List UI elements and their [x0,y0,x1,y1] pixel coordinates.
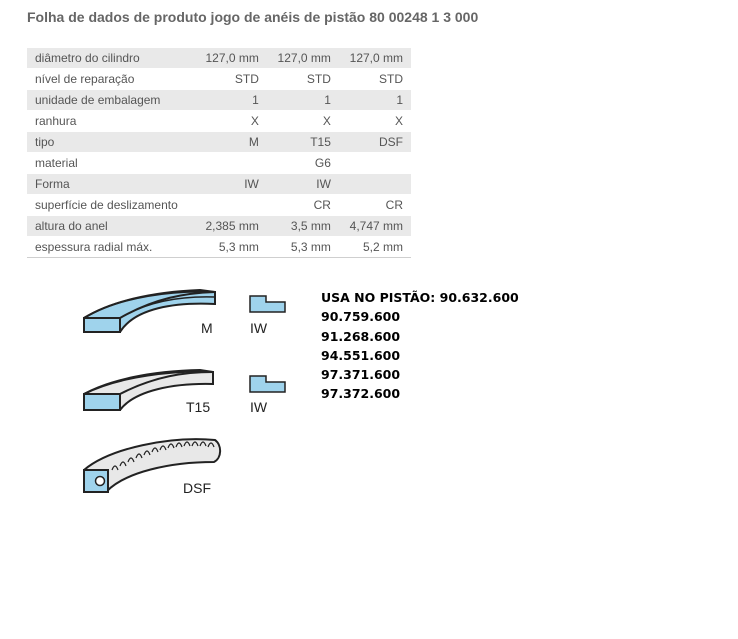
row-value: STD [339,69,411,90]
row-value: 2,385 mm [195,216,267,237]
row-value: IW [195,174,267,195]
row-label: diâmetro do cilindro [27,48,195,69]
row-value: X [195,111,267,132]
row-value: 127,0 mm [195,48,267,69]
notes-line: 97.372.600 [321,386,401,402]
row-value: CR [339,195,411,216]
ring-form-label-1: IW [250,320,268,336]
row-value: 1 [267,90,339,111]
row-value: 127,0 mm [339,48,411,69]
notes-line: 90.759.600 [321,309,401,325]
row-label: superfície de deslizamento [27,195,195,216]
row-value: IW [267,174,339,195]
row-value: X [339,111,411,132]
row-label: unidade de embalagem [27,90,195,111]
row-label: tipo [27,132,195,153]
row-label: espessura radial máx. [27,237,195,258]
notes-line: 91.268.600 [321,328,401,344]
ring-label-m: M [201,320,213,336]
row-value: DSF [339,132,411,153]
iw-profile-2 [250,376,285,392]
row-label: altura do anel [27,216,195,237]
row-value: 3,5 mm [267,216,339,237]
ring-label-t15: T15 [186,399,211,415]
page-title: Folha de dados de produto jogo de anéis de pistão 80 00248 1 3 000 [27,9,479,25]
row-label: material [27,153,195,174]
row-value: G6 [267,153,339,174]
row-value: STD [195,69,267,90]
notes-line: 97.371.600 [321,367,401,383]
row-value: 127,0 mm [267,48,339,69]
ring-m-drawing [84,290,215,332]
row-value: T15 [267,132,339,153]
row-value: 5,3 mm [195,237,267,258]
row-label: ranhura [27,111,195,132]
row-value: 1 [339,90,411,111]
piston-compatibility-notes [321,288,519,404]
row-value: 5,2 mm [339,237,411,258]
row-value: STD [267,69,339,90]
iw-profile-1 [250,296,285,312]
row-label: Forma [27,174,195,195]
ring-form-label-2: IW [250,399,268,415]
row-value: 5,3 mm [267,237,339,258]
row-value: X [267,111,339,132]
ring-label-dsf: DSF [183,480,211,496]
row-value: M [195,132,267,153]
row-label: nível de reparação [27,69,195,90]
row-value: 1 [195,90,267,111]
notes-line: 94.551.600 [321,347,401,363]
notes-line: USA NO PISTÃO: 90.632.600 [321,290,519,305]
row-value: 4,747 mm [339,216,411,237]
row-value: CR [267,195,339,216]
